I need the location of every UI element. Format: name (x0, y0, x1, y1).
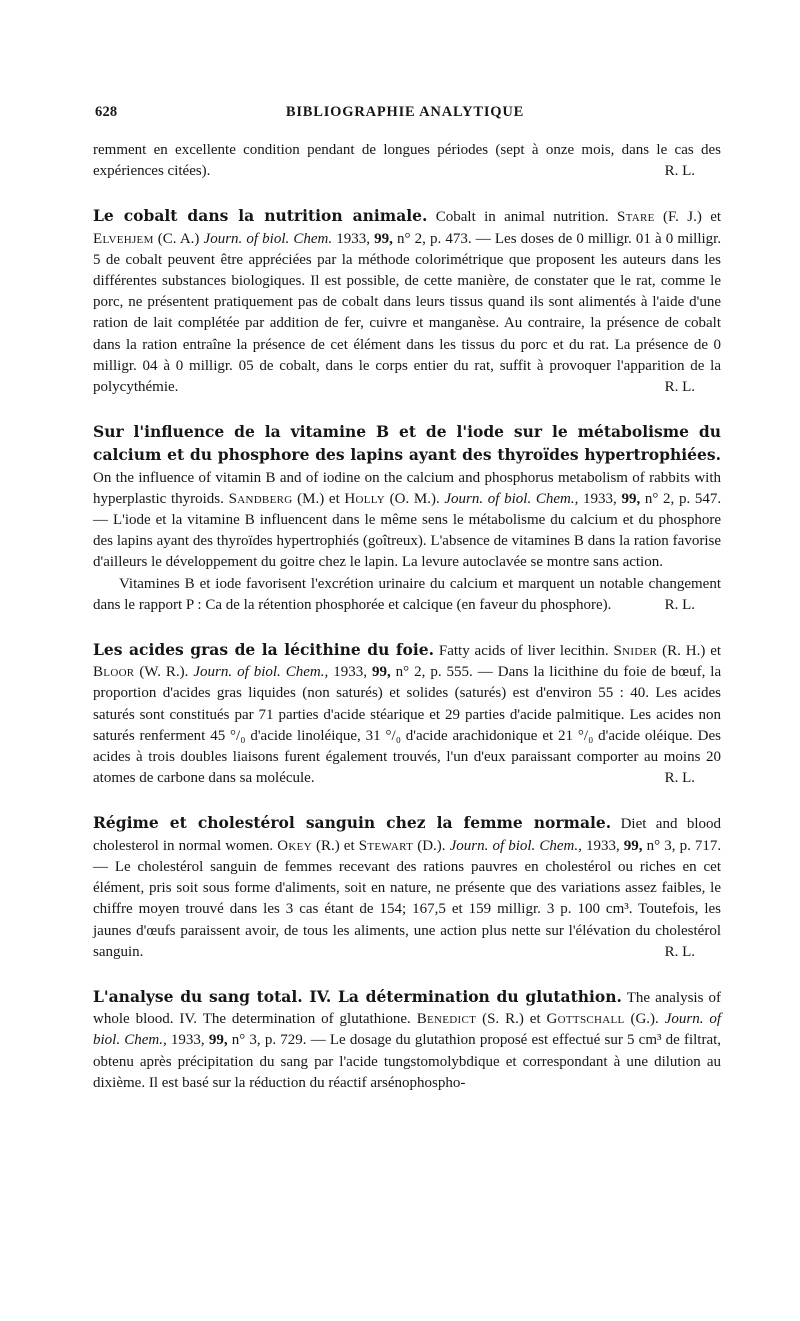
journal-year: 1933, (336, 230, 371, 247)
signature: R. L. (664, 770, 695, 787)
author-initials: (W. R.). (139, 664, 189, 681)
signature: R. L. (664, 163, 695, 180)
signature: R. L. (664, 379, 695, 396)
journal-pages: p. 717. (679, 837, 722, 854)
author-name: Elvehjem (93, 230, 154, 247)
author-initials: (O. M.). (389, 490, 440, 507)
entry-abstract-continued: Vitamines B et iode favorisent l'excrétion urinaire du calcium et marquent un notable changement dans le rapport P : Ca de la rétention phosphorée et calcique (en faveur du phosphore). (93, 575, 721, 613)
author-initials: (R. H.) (662, 643, 706, 660)
author-initials: (F. J.) (663, 209, 702, 226)
author-initials: (G.). (630, 1011, 659, 1028)
intro-paragraph (93, 140, 721, 182)
author-name: Stare (617, 209, 655, 226)
journal-volume: 99, (208, 1032, 228, 1049)
journal-name: Journ. of biol. Chem., (193, 664, 329, 681)
journal-number: n° 3, (231, 1032, 261, 1049)
journal-year: 1933, (170, 1032, 205, 1049)
entry-english-title: Fatty acids of liver lecithin. (438, 643, 609, 660)
running-title: BIBLIOGRAPHIE ANALYTIQUE (285, 104, 525, 120)
author-name: Benedict (416, 1011, 477, 1028)
entry-title: Régime et cholestérol sanguin chez la femme normale. (93, 813, 612, 833)
journal-pages: p. 473. (430, 230, 472, 247)
journal-name: Journ. of biol. Chem., (449, 837, 582, 854)
author-name: Stewart (358, 837, 414, 854)
page-body (93, 140, 721, 1094)
journal-year: 1933, (333, 664, 367, 681)
bibliography-entry (93, 205, 721, 398)
entry-abstract: — L'iode et la vitamine B influencent dans le même sens le métabolisme du calcium et du phosphore des lapins ayant des thyroïdes hypertrophiés (goîtreux). L'absence de vitamines B dans la ration favorise d'ailleurs le développement du goitre chez le lapin. La levure autoclavée se montre sans action. (93, 512, 721, 571)
author-connector: et (710, 209, 722, 226)
entry-title: Sur l'influence de la vitamine B et de l'iode sur le métabolisme du calcium et du phosphore des lapins ayant des thyroïdes hypertrophiées. (93, 422, 721, 465)
entry-abstract: — Le cholestérol sanguin de femmes recevant des rations pauvres en cholestérol ou riches en cet élément, pris soit sous forme d'aliments, soit en nature, ne présente que des variations assez faibles, le chiffre moyen trouvé dans les 3 cas étant de 154; 167,5 et 159 milligr. 3 p. 100 cm³. Toutefois, les jaunes d'œufs paraissent avoir, de tous les aliments, une action plus nette sur l'élévation du cholestérol sanguin. (93, 858, 721, 960)
journal-volume: 99, (374, 230, 393, 247)
entry-abstract: — Le dosage du glutathion proposé est effectué sur 5 cm³ de filtrat, obtenu après précipitation du sang par l'acide tungstomolybdique et correspondant à une dilution au dixième. Il est basé sur la réduction du réactif arsénophospho- (93, 1032, 722, 1091)
bibliography-entry (93, 986, 721, 1094)
author-initials: (S. R.) (482, 1011, 524, 1028)
entry-english-title: Cobalt in animal nutrition. (435, 209, 609, 226)
author-name: Snider (613, 643, 658, 660)
bibliography-entry (93, 812, 721, 962)
journal-number: n° 3, (646, 837, 676, 854)
author-initials: (M.) (297, 490, 325, 507)
entry-title: Les acides gras de la lécithine du foie. (93, 640, 434, 660)
author-name: Gottschall (546, 1011, 625, 1028)
journal-number: n° 2, (644, 490, 675, 507)
journal-name: Journ. of biol. Chem., (444, 490, 579, 507)
entry-abstract: — Dans la licithine du foie de bœuf, la proportion d'acides gras liquides (non saturés) et solides (saturés) est d'environ 55 : 40. Les acides saturés sont constitués par 71 parties d'acide stéarique et 29 parties d'acide palmitique. Les acides non saturés renferment 45 °/₀ d'acide linoléique, 31 °/₀ d'acide arachidonique et 21 °/₀ d'acide oléique. Des acides à trois doubles liaisons furent également trouvés, l'un d'eux paraissant comporter au moins 20 atomes de carbone dans sa molécule. (93, 664, 722, 787)
author-name: Bloor (93, 664, 135, 681)
author-initials: (R.) (315, 837, 340, 854)
author-name: Holly (344, 490, 385, 507)
page-number: 628 (95, 104, 118, 120)
author-connector: et (529, 1011, 541, 1028)
journal-year: 1933, (585, 837, 620, 854)
author-initials: (C. A.) (157, 230, 200, 247)
author-connector: et (343, 837, 355, 854)
journal-pages: p. 729. (264, 1032, 307, 1049)
entry-english-title: On the influence of vitamin B and of iodine on the calcium and phosphorus metabolism of rabbits with hyperplastic thyroids. (93, 469, 721, 507)
journal-year: 1933, (583, 490, 617, 507)
bibliography-entry (93, 421, 721, 573)
entry-abstract: — Les doses de 0 milligr. 01 à 0 milligr. 5 de cobalt peuvent être appréciées par la méthode colorimétrique que proposent les auteurs dans les différentes substances biologiques. Il est possible, de cette manière, de constater que le rat, comme le porc, ne présentent pratiquement pas de cobalt dans leurs tissus quand ils sont alimentés à l'aide d'une ration de lait complétée par addition de fer, cuivre et manganèse. Au contraire, la présence de cobalt dans la ration entraîne la présence de cet élément dans les tissus du porc et du rat. La présence de 0 milligr. 04 à 0 milligr. 05 de cobalt, dans le corps entier du rat, suffit à provoquer l'apparition de la polycythémie. (93, 230, 722, 396)
author-name: Sandberg (228, 490, 293, 507)
bibliography-entry (93, 639, 721, 789)
entry-title: Le cobalt dans la nutrition animale. (93, 206, 428, 226)
author-name: Okey (277, 837, 312, 854)
journal-name: Journ. of biol. Chem., (93, 1011, 722, 1049)
journal-pages: p. 555. (430, 664, 473, 681)
entry-abstract-paragraph (93, 574, 721, 616)
entry-english-title: Diet and blood cholesterol in normal women. (93, 816, 722, 854)
author-initials: (D.). (417, 837, 446, 854)
entry-title: L'analyse du sang total. IV. La détermination du glutathion. (93, 986, 622, 1006)
signature: R. L. (664, 943, 695, 960)
journal-number: n° 2, (395, 664, 426, 681)
journal-volume: 99, (621, 490, 641, 507)
intro-text: remment en excellente condition pendant de longues périodes (sept à onze mois, dans le cas des expériences citées). (93, 142, 721, 180)
journal-name: Journ. of biol. Chem. (203, 230, 333, 247)
journal-volume: 99, (623, 837, 643, 854)
entry-english-title: The analysis of whole blood. IV. The determination of glutathione. (93, 989, 722, 1028)
signature: R. L. (664, 596, 695, 613)
journal-volume: 99, (371, 664, 391, 681)
author-connector: et (328, 490, 340, 507)
journal-pages: p. 547. (678, 490, 722, 507)
journal-number: n° 2, (397, 230, 426, 247)
author-connector: et (710, 643, 722, 660)
